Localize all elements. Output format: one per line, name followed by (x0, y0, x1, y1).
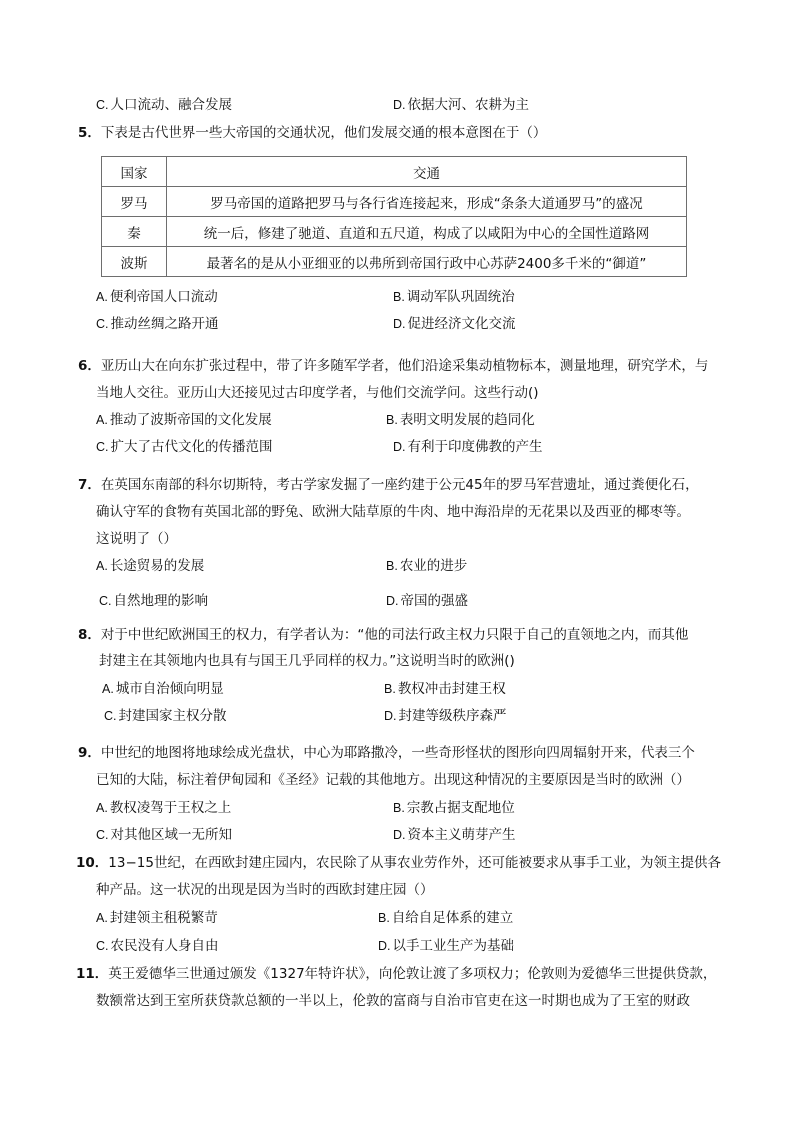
table-cell: 统一后，修建了驰道、直道和五尺道，构成了以咸阳为中心的全国性道路网 (167, 217, 687, 247)
table-cell: 罗马 (102, 187, 167, 217)
q5-option-c[interactable] (96, 315, 219, 333)
q8-stem-line-2: 封建主在其领地内也具有与国王几乎同样的权力。”这说明当时的欧洲() (99, 653, 515, 669)
q8-option-a[interactable] (102, 680, 224, 698)
q6-stem-line-2: 当地人交往。亚历山大还接见过古印度学者，与他们交流学问。这些行动() (96, 385, 539, 401)
q4-option-c[interactable] (96, 96, 232, 114)
table-cell: 波斯 (102, 247, 167, 277)
option-text: 资本主义萌芽产生 (407, 827, 516, 843)
option-label: B. (384, 682, 396, 696)
q7-stem-line-3: 这说明了（） (96, 531, 177, 547)
question-number: 5． (78, 125, 101, 141)
question-number: 10． (76, 855, 109, 871)
q7-stem-line-1 (78, 476, 699, 494)
option-text: 表明文明发展的趋同化 (399, 412, 535, 428)
option-label: C. (96, 939, 109, 953)
option-text: 扩大了古代文化的传播范围 (110, 439, 273, 455)
q6-option-b[interactable] (386, 411, 535, 429)
option-text: 长途贸易的发展 (109, 558, 205, 574)
table-row (102, 187, 687, 217)
q7-option-b[interactable] (386, 557, 467, 575)
q10-option-a[interactable] (96, 909, 218, 927)
q9-stem-line-2: 已知的大陆，标注着伊甸园和《圣经》记载的其他地方。出现这种情况的主要原因是当时的欧洲（） (96, 772, 690, 788)
option-text: 促进经济文化交流 (407, 316, 516, 332)
option-label: B. (386, 413, 398, 427)
option-label: C. (96, 828, 109, 842)
q11-stem-line-2: 数额常达到王室所获贷款总额的一半以上，伦敦的富商与自治市官吏在这一时期也成为了王室的财政 (96, 993, 690, 1009)
q10-option-d[interactable] (378, 937, 514, 955)
table-row (102, 217, 687, 247)
q7-stem-line-2: 确认守军的食物有英国北部的野兔、欧洲大陆草原的牛肉、地中海沿岸的无花果以及西亚的椰枣等。 (96, 504, 690, 520)
option-text: 封建等级秩序森严 (398, 708, 507, 724)
question-text: 亚历山大在向东扩张过程中，带了许多随军学者，他们沿途采集动植物标本，测量地理，研究学术，与 (100, 358, 709, 374)
option-label: D. (393, 440, 406, 454)
option-text: 推动丝绸之路开通 (110, 316, 219, 332)
option-text: 有利于印度佛教的产生 (407, 439, 543, 455)
option-label: D. (386, 594, 399, 608)
option-text: 教权冲击封建王权 (397, 681, 506, 697)
option-label: B. (386, 559, 398, 573)
option-label: D. (378, 939, 391, 953)
q10-stem-line-2: 种产品。这一状况的出现是因为当时的西欧封建庄园（） (96, 882, 434, 898)
q6-stem-line-1 (78, 357, 708, 375)
option-label: C. (99, 594, 112, 608)
question-number: 11． (76, 966, 109, 982)
q8-option-d[interactable] (384, 707, 507, 725)
option-label: D. (384, 709, 397, 723)
option-label: A. (96, 290, 108, 304)
option-text: 农民没有人身自由 (110, 938, 219, 954)
q5-option-d[interactable] (393, 315, 516, 333)
option-text: 以手工业生产为基础 (392, 938, 514, 954)
question-text: 下表是古代世界一些大帝国的交通状况，他们发展交通的根本意图在于（） (100, 125, 547, 141)
question-text: 对于中世纪欧洲国王的权力，有学者认为：“他的司法行政主权力只限于自己的直领地之内，而其他 (100, 627, 689, 643)
q5-option-b[interactable] (393, 288, 515, 306)
q11-stem-line-1 (76, 965, 716, 983)
option-text: 宗教占据支配地位 (406, 800, 515, 816)
option-label: D. (393, 828, 406, 842)
table-header-cell: 国家 (102, 157, 167, 187)
option-label: A. (96, 911, 108, 925)
option-label: C. (96, 317, 109, 331)
question-text: 在英国东南部的科尔切斯特，考古学家发掘了一座约建于公元45年的罗马军营遗址，通过粪便化石， (100, 477, 699, 493)
option-label: D. (393, 317, 406, 331)
q7-option-a[interactable] (96, 557, 204, 575)
option-text: 封建领主租税繁苛 (109, 910, 218, 926)
question-text: 英王爱德华三世通过颁发《1327年特许状》，向伦敦让渡了多项权力；伦敦则为爱德华三世提供贷款， (108, 966, 717, 982)
q9-option-a[interactable] (96, 799, 231, 817)
option-label: C. (96, 98, 109, 112)
q9-option-b[interactable] (393, 799, 515, 817)
question-number: 7． (78, 477, 101, 493)
option-label: A. (96, 801, 108, 815)
q7-option-d[interactable] (386, 592, 468, 610)
option-label: C. (104, 709, 117, 723)
q6-option-d[interactable] (393, 438, 543, 456)
option-label: A. (102, 682, 114, 696)
option-text: 教权凌驾于王权之上 (109, 800, 232, 816)
option-text: 便利帝国人口流动 (109, 289, 218, 305)
q8-stem-line-1 (78, 626, 688, 644)
table-header-row (102, 157, 687, 187)
option-label: B. (378, 911, 390, 925)
question-number: 6． (78, 358, 101, 374)
q9-stem-line-1 (78, 744, 695, 762)
q5-option-a[interactable] (96, 288, 218, 306)
option-text: 自给自足体系的建立 (391, 910, 514, 926)
question-text: 中世纪的地图将地球绘成光盘状，中心为耶路撒冷，一些奇形怪状的图形向四周辐射开来，代表三个 (100, 745, 695, 761)
option-label: A. (96, 413, 108, 427)
option-label: B. (393, 290, 405, 304)
table-cell: 秦 (102, 217, 167, 247)
option-text: 推动了波斯帝国的文化发展 (109, 412, 272, 428)
q5-stem (78, 124, 546, 142)
question-number: 8． (78, 627, 101, 643)
option-label: C. (96, 440, 109, 454)
option-text: 农业的进步 (399, 558, 468, 574)
q9-option-d[interactable] (393, 826, 516, 844)
option-text: 自然地理的影响 (113, 593, 208, 609)
option-label: A. (96, 559, 108, 573)
option-text: 依据大河、农耕为主 (407, 97, 529, 113)
table-cell: 罗马帝国的道路把罗马与各行省连接起来，形成“条条大道通罗马”的盛况 (167, 187, 687, 217)
question-text: 13−15世纪，在西欧封建庄园内，农民除了从事农业劳作外，还可能被要求从事手工业，为领主提供各 (108, 855, 721, 871)
question-number: 9． (78, 745, 101, 761)
option-text: 调动军队巩固统治 (406, 289, 515, 305)
option-label: B. (393, 801, 405, 815)
q10-option-b[interactable] (378, 909, 513, 927)
q6-option-a[interactable] (96, 411, 272, 429)
table-header-cell: 交通 (167, 157, 687, 187)
q6-option-c[interactable] (96, 438, 273, 456)
option-text: 封建国家主权分散 (118, 708, 227, 724)
q4-option-d[interactable] (393, 96, 529, 114)
option-text: 城市自治倾向明显 (115, 681, 224, 697)
q8-option-b[interactable] (384, 680, 506, 698)
table-cell: 最著名的是从小亚细亚的以弗所到帝国行政中心苏萨2400多千米的“御道” (167, 247, 687, 277)
q7-option-c[interactable] (99, 592, 208, 610)
option-text: 对其他区域一无所知 (110, 827, 232, 843)
option-label: D. (393, 98, 406, 112)
q8-option-c[interactable] (104, 707, 227, 725)
option-text: 人口流动、融合发展 (110, 97, 232, 113)
q10-stem-line-1 (76, 854, 721, 872)
q10-option-c[interactable] (96, 937, 219, 955)
table-row (102, 247, 687, 277)
q9-option-c[interactable] (96, 826, 232, 844)
option-text: 帝国的强盛 (400, 593, 468, 609)
q5-transport-table (101, 156, 687, 277)
